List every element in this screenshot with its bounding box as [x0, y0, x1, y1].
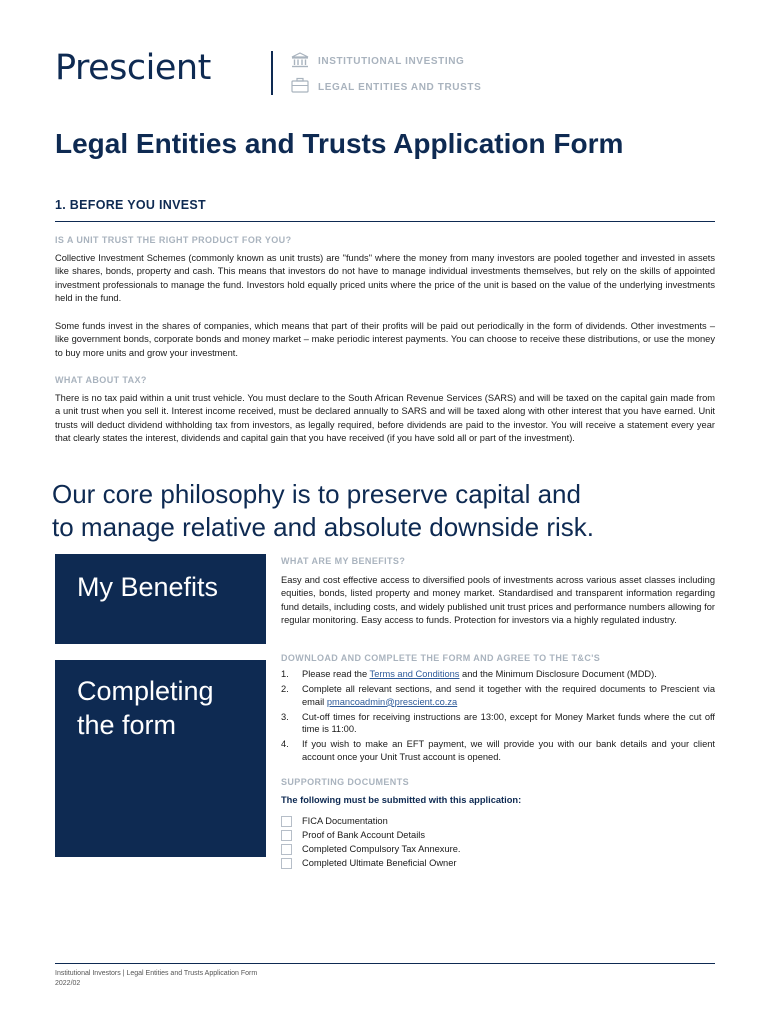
bank-building-icon [291, 52, 309, 73]
benefits-text: Easy and cost effective access to diversified pools of investments across various asset classes including equities, bonds, listed property and money market. Standardised and transparent information regarding fund details, including costs, and widely published unit trust prices and performance numbers allowing for regular monitoring. Easy access to funds. Protection for investors via a highly regulated industry. [281, 575, 715, 626]
checkbox[interactable] [281, 816, 292, 827]
instruction-item [281, 683, 715, 708]
supporting-intro: The following must be submitted with this application: [281, 795, 522, 805]
page-title: Legal Entities and Trusts Application Form [55, 128, 624, 159]
checkbox[interactable] [281, 830, 292, 841]
tagline-institutional-investing: INSTITUTIONAL INVESTING [318, 56, 465, 67]
paragraph-unit-trusts: Collective Investment Schemes (commonly known as unit trusts) are "funds" where the money from many investors are pooled together and invested in assets like shares, bonds, property and cash. This means that investors do not have to manage individual investments themselves, but rely on the skills of appointed investment professionals to manage the fund. Investors hold equally priced units where the price of the unit is based on the value of the underlying investments held in the fund. [55, 253, 715, 304]
completing-the-form-box [55, 660, 266, 857]
briefcase-icon [291, 77, 309, 98]
philosophy-statement [52, 478, 732, 544]
instructions-list [281, 668, 715, 766]
email-link[interactable]: pmancoadmin@prescient.co.za [326, 696, 458, 707]
checklist-label: Completed Ultimate Beneficial Owner [302, 858, 457, 868]
checklist-item [281, 814, 388, 828]
checklist-item [281, 842, 460, 856]
subheading-download-form: DOWNLOAD AND COMPLETE THE FORM AND AGREE TO THE T&C'S [281, 653, 601, 663]
checklist-label: FICA Documentation [302, 816, 388, 826]
instruction-number: 3. [281, 711, 289, 722]
paragraph-dividends: Some funds invest in the shares of companies, which means that part of their profits will be paid out periodically in the form of dividends. Other investments – like government bonds, corporate bonds and money market – make periodic interest payments. You can choose to receive these distributions, or use the money to buy more units and grow your investment. [55, 321, 715, 358]
section-heading-before-you-invest: 1. BEFORE YOU INVEST [55, 198, 206, 212]
checklist-label: Proof of Bank Account Details [302, 830, 425, 840]
footer-divider [55, 963, 715, 964]
completing-line-1: Completing [77, 676, 214, 706]
header-divider [271, 51, 273, 95]
instruction-text: Complete all relevant sections, and send it together with the required documents to Prescient via email [302, 684, 715, 707]
checklist-item [281, 828, 425, 842]
checkbox[interactable] [281, 858, 292, 869]
instruction-number: 2. [281, 684, 289, 695]
my-benefits-box [55, 554, 266, 644]
footer-date: 2022/02 [55, 980, 81, 987]
prescient-logo: Prescient [55, 48, 211, 88]
section-divider [55, 221, 715, 222]
instruction-item [281, 711, 715, 736]
instruction-number: 4. [281, 739, 289, 750]
my-benefits-label: My Benefits [77, 572, 219, 602]
philosophy-line-1: Our core philosophy is to preserve capital and [52, 479, 581, 509]
checklist-label: Completed Compulsory Tax Annexure. [302, 844, 461, 854]
footer-text: Institutional Investors | Legal Entities and Trusts Application Form [55, 970, 258, 977]
philosophy-line-2: to manage relative and absolute downside risk. [52, 512, 594, 542]
instruction-text: If you wish to make an EFT payment, we will provide you with our bank details and your client account once your Unit Trust account is opened. [302, 739, 715, 763]
paragraph-tax: There is no tax paid within a unit trust vehicle. You must declare to the South African Revenue Services (SARS) and will be taxed on the capital gain made from a unit trust when you sell it. Interest income received, must be declared annually to SARS and will be taxed along with other interest that you have earned. Unit trusts will deduct dividend withholding tax from investors, as legally required, before dividends are paid to the investor. You will receive a statement every year that clearly states the interest, dividends and capital gain that you have received (if you have sold all or part of the investment). [55, 393, 715, 444]
subheading-tax: WHAT ABOUT TAX? [55, 375, 147, 385]
instruction-text-end: and the Minimum Disclosure Document (MDD). [459, 669, 657, 679]
completing-line-2: the form [77, 710, 177, 740]
terms-and-conditions-link[interactable]: Terms and Conditions [369, 669, 460, 679]
instruction-item [281, 738, 715, 763]
instruction-text: Please read the [302, 669, 370, 679]
subheading-supporting-documents: SUPPORTING DOCUMENTS [281, 777, 410, 787]
subheading-unit-trust: IS A UNIT TRUST THE RIGHT PRODUCT FOR YOU? [55, 235, 292, 245]
checkbox[interactable] [281, 844, 292, 855]
subheading-benefits: WHAT ARE MY BENEFITS? [281, 556, 406, 566]
completing-the-form-label [77, 674, 214, 742]
instruction-number: 1. [281, 669, 289, 679]
instruction-text: Cut-off times for receiving instructions are 13:00, except for Money Market funds where the cut off time is 11:00. [302, 711, 715, 735]
tagline-legal-entities: LEGAL ENTITIES AND TRUSTS [318, 82, 482, 93]
instruction-item [281, 668, 715, 681]
checklist-item [281, 856, 457, 870]
